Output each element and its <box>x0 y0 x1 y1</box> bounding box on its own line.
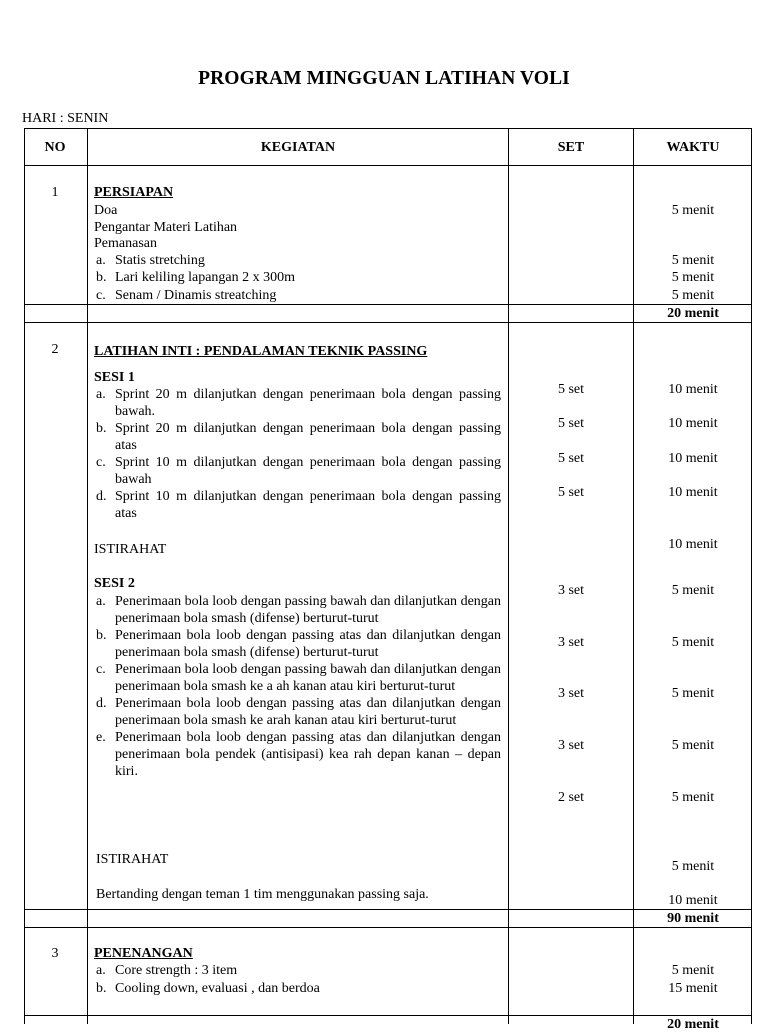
list-marker: b. <box>96 981 107 996</box>
list-marker: e. <box>96 730 106 745</box>
list-marker: c. <box>96 455 106 470</box>
list-marker: a. <box>96 387 106 402</box>
header-waktu: WAKTU <box>666 140 720 155</box>
set-value: 5 set <box>557 416 585 431</box>
set-value: 5 set <box>557 382 585 397</box>
list-item <box>94 729 501 780</box>
sesi-1-title: SESI 1 <box>94 370 135 385</box>
sesi-1-list <box>94 386 501 522</box>
activity-item: Sprint 20 m dilanjutkan dengan penerimaan bola dengan passing atas <box>115 421 501 453</box>
section-2-heading: LATIHAN INTI : PENDALAMAN TEKNIK PASSING <box>94 344 428 359</box>
time-value: 5 menit <box>671 583 715 598</box>
set-value: 5 set <box>557 485 585 500</box>
list-item <box>94 420 501 454</box>
list-marker: d. <box>96 696 107 711</box>
time-value: 5 menit <box>671 203 715 218</box>
activity-item: Senam / Dinamis streatching <box>115 288 277 303</box>
activity-item: Sprint 10 m dilanjutkan dengan penerimaan bola dengan passing atas <box>115 489 501 521</box>
activity-item: Statis stretching <box>115 253 205 268</box>
set-value: 3 set <box>557 686 585 701</box>
time-value: 5 menit <box>671 790 715 805</box>
rest-label: ISTIRAHAT <box>96 852 169 867</box>
header-no: NO <box>44 140 66 155</box>
set-value: 3 set <box>557 583 585 598</box>
activity-line: Doa <box>94 203 118 218</box>
sesi-2-title: SESI 2 <box>94 576 135 591</box>
list-item <box>94 386 501 420</box>
list-item <box>94 695 501 729</box>
section-2-number: 2 <box>51 342 59 357</box>
sesi-2-list <box>94 593 501 780</box>
section-1-total: 20 menit <box>667 306 719 321</box>
list-marker: d. <box>96 489 107 504</box>
list-marker: b. <box>96 270 107 285</box>
time-value: 5 menit <box>671 253 715 268</box>
activity-item: Penerimaan bola loob dengan passing bawah dan dilanjutkan dengan penerimaan bola smash ke a ah kanan atau kiri berturut-turut <box>115 662 501 694</box>
time-value: 10 menit <box>668 537 718 552</box>
section-1-heading: PERSIAPAN <box>94 185 174 200</box>
time-value: 10 menit <box>668 416 718 431</box>
activity-item: Cooling down, evaluasi , dan berdoa <box>115 981 320 996</box>
list-marker: c. <box>96 288 106 303</box>
section-3-heading: PENENANGAN <box>94 946 193 961</box>
section-1-number: 1 <box>51 185 59 200</box>
list-marker: b. <box>96 628 107 643</box>
set-value: 2 set <box>557 790 585 805</box>
activity-item: Core strength : 3 item <box>115 963 238 978</box>
activity-item: Penerimaan bola loob dengan passing bawah dan dilanjutkan dengan penerimaan bola smash (difense) berturut-turut <box>115 594 501 626</box>
list-marker: c. <box>96 662 106 677</box>
list-marker: a. <box>96 253 106 268</box>
section-2-total: 90 menit <box>667 911 719 926</box>
time-value: 5 menit <box>671 288 715 303</box>
activity-item: Penerimaan bola loob dengan passing atas dan dilanjutkan dengan penerimaan bola smash (difense) berturut-turut <box>115 628 501 660</box>
list-item <box>94 627 501 661</box>
activity-item: Lari keliling lapangan 2 x 300m <box>115 270 296 285</box>
time-value: 5 menit <box>671 686 715 701</box>
time-value: 5 menit <box>671 963 715 978</box>
document-title: PROGRAM MINGGUAN LATIHAN VOLI <box>198 68 570 89</box>
activity-line: Bertanding dengan teman 1 tim menggunakan passing saja. <box>96 887 429 902</box>
list-marker: a. <box>96 594 106 609</box>
time-value: 5 menit <box>671 738 715 753</box>
time-value: 15 menit <box>668 981 718 996</box>
time-value: 10 menit <box>668 382 718 397</box>
header-set: SET <box>557 140 585 155</box>
activity-item: Sprint 20 m dilanjutkan dengan penerimaan bola dengan passing bawah. <box>115 387 501 419</box>
set-value: 3 set <box>557 738 585 753</box>
time-value: 10 menit <box>668 893 718 908</box>
activity-item: Penerimaan bola loob dengan passing atas dan dilanjutkan dengan penerimaan bola pendek (antisipasi) kea rah depan kanan – depan kiri. <box>115 730 501 779</box>
activity-item: Penerimaan bola loob dengan passing atas dan dilanjutkan dengan penerimaan bola smash ke arah kanan atau kiri berturut-turut <box>115 696 501 728</box>
activity-line: Pengantar Materi Latihan <box>94 220 238 235</box>
rest-label: ISTIRAHAT <box>94 542 167 557</box>
list-marker: a. <box>96 963 106 978</box>
list-item <box>94 454 501 488</box>
list-marker: b. <box>96 421 107 436</box>
header-kegiatan: KEGIATAN <box>260 140 336 155</box>
day-label: HARI : SENIN <box>22 111 109 126</box>
section-3-number: 3 <box>51 946 59 961</box>
section-3-total: 20 menit <box>667 1017 719 1032</box>
time-value: 5 menit <box>671 635 715 650</box>
activity-item: Sprint 10 m dilanjutkan dengan penerimaan bola dengan passing bawah <box>115 455 501 487</box>
activity-line: Pemanasan <box>94 236 157 251</box>
time-value: 10 menit <box>668 485 718 500</box>
list-item <box>94 593 501 627</box>
list-item <box>94 661 501 695</box>
set-value: 3 set <box>557 635 585 650</box>
time-value: 5 menit <box>671 859 715 874</box>
list-item <box>94 488 501 522</box>
set-value: 5 set <box>557 451 585 466</box>
time-value: 10 menit <box>668 451 718 466</box>
time-value: 5 menit <box>671 270 715 285</box>
